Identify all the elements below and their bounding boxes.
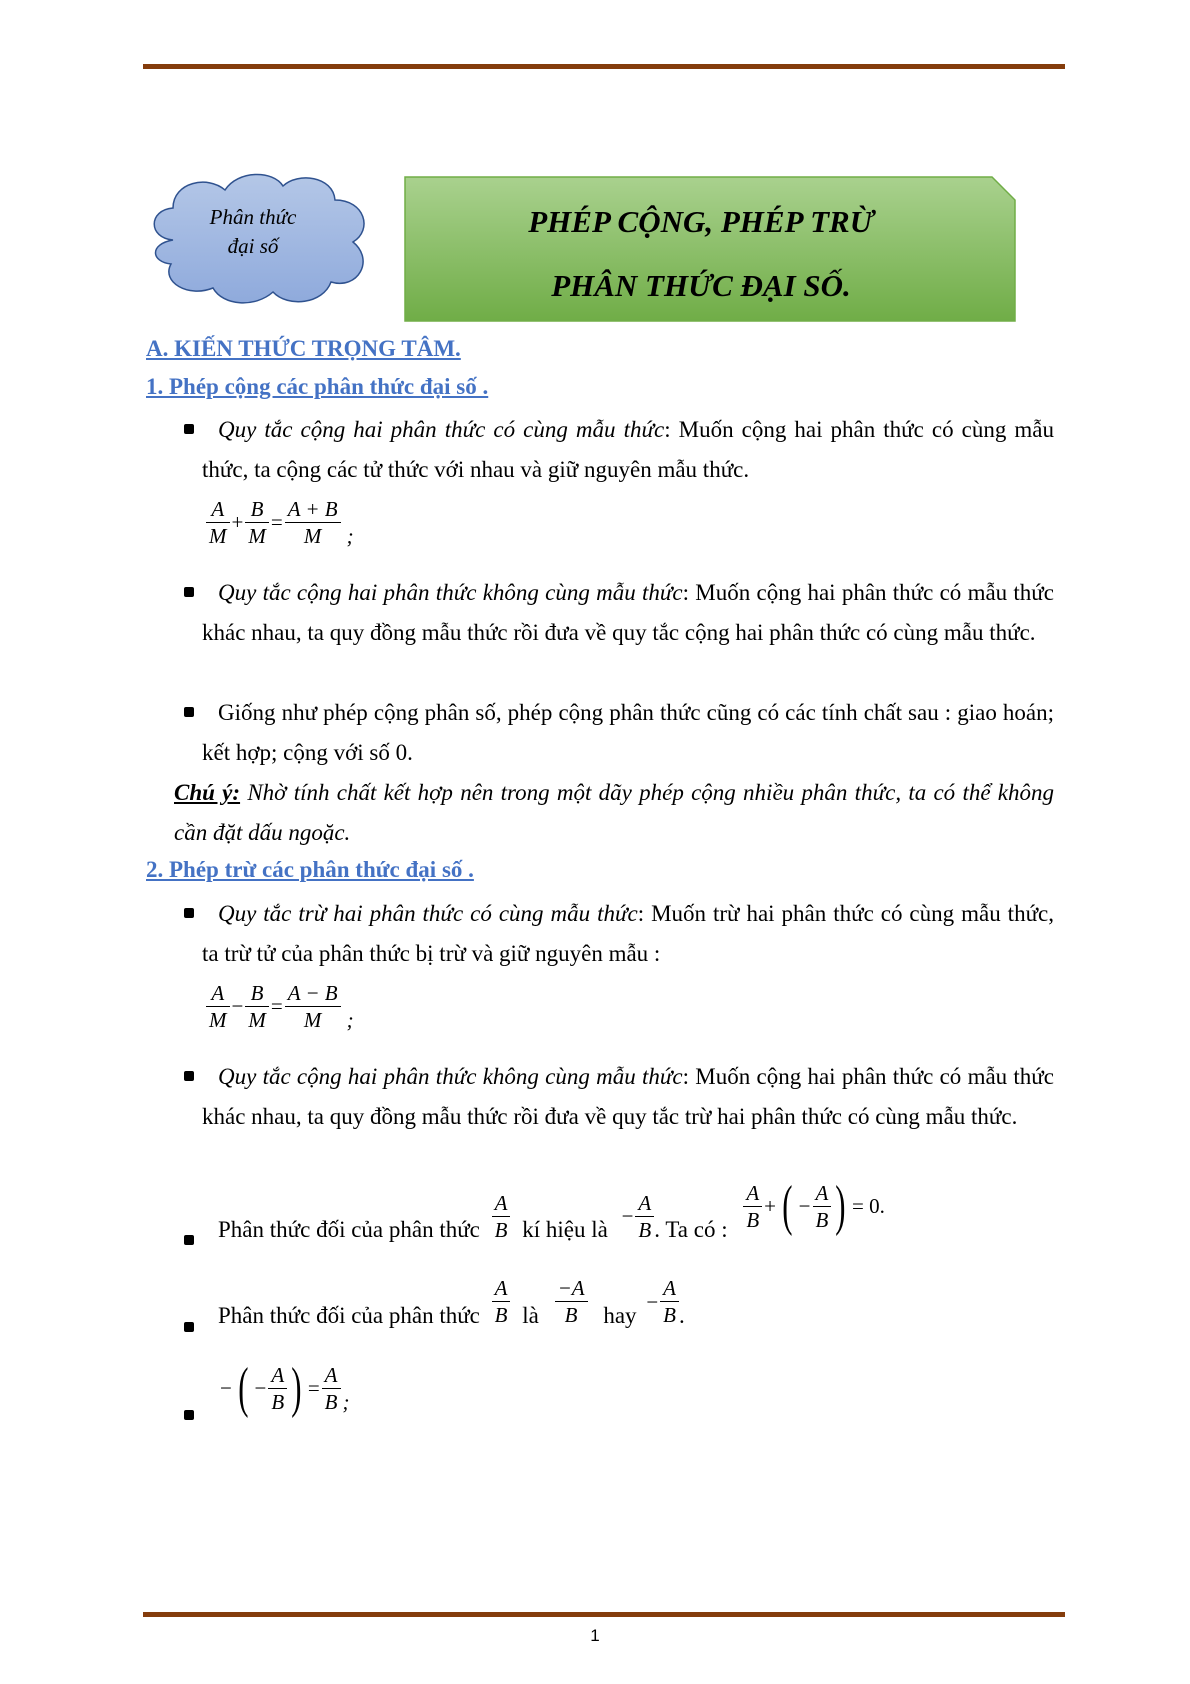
- fraction: $\frac{A}{B}$: [322, 1362, 341, 1415]
- bullet: [184, 707, 194, 717]
- rule-title: Quy tắc cộng hai phân thức không cùng mẫu thức: [218, 1064, 683, 1089]
- title-banner-text: [404, 190, 998, 318]
- rule-body: : Muốn cộng hai phân thức có cùng mẫu thức, ta cộng các tử thức với nhau và giữ nguyên mẫu thức.: [202, 417, 1054, 482]
- formula-add-same: $\frac{A}{M}$ + $\frac{B}{M}$ = $\frac{A + B}{M}$ ;: [206, 496, 356, 549]
- fraction: $\frac{A}{B}$: [743, 1180, 762, 1233]
- part1-rule1: [202, 410, 1054, 490]
- bullet: [184, 1322, 194, 1332]
- opposite-fraction-2: Phân thức đối của phân thức $\frac{A}{B}$ là $\frac{-A}{B}$ hay − $\frac{A}{B}$ .: [218, 1276, 685, 1328]
- fraction: $\frac{A}{B}$: [268, 1362, 287, 1415]
- header-rule: [143, 64, 1065, 69]
- fraction: $\frac{A}{B}$: [813, 1180, 832, 1233]
- rule-body: : Muốn trừ hai phân thức có cùng mẫu thức, ta trừ tử của phân thức bị trừ và giữ nguyên mẫu :: [202, 901, 1054, 966]
- bullet: [184, 1071, 194, 1081]
- note: [174, 773, 1054, 853]
- rule-title: Quy tắc trừ hai phân thức có cùng mẫu thức: [218, 901, 638, 926]
- badge-line2: đại số: [227, 234, 279, 258]
- bullet: [184, 1410, 194, 1420]
- badge-line1: Phân thức: [209, 205, 297, 229]
- part2-rule1: [202, 894, 1054, 974]
- fraction: $\frac{A}{M}$: [206, 496, 230, 549]
- part1-rule3: Giống như phép cộng phân số, phép cộng phân thức cũng có các tính chất sau : giao hoán; kết hợp; cộng với số 0.: [202, 700, 1054, 765]
- fraction: $\frac{A}{B}$: [492, 1275, 511, 1328]
- bullet: [184, 908, 194, 918]
- note-body: Nhờ tính chất kết hợp nên trong một dãy phép cộng nhiều phân thức, ta có thể không cần đặt dấu ngoặc.: [174, 780, 1055, 845]
- formula-sub-same: $\frac{A}{M}$ − $\frac{B}{M}$ = $\frac{A - B}{M}$ ;: [206, 980, 356, 1033]
- fraction: $\frac{A}{M}$: [206, 980, 230, 1033]
- fraction: $\frac{A}{B}$: [492, 1190, 511, 1243]
- bullet: [184, 587, 194, 597]
- rule-title: Quy tắc cộng hai phân thức không cùng mẫu thức: [218, 580, 683, 605]
- formula-double-negation: − ( − $\frac{A}{B}$ ) = $\frac{A}{B}$ ;: [220, 1357, 350, 1419]
- part1-rule2: [202, 573, 1054, 653]
- banner-line1: PHÉP CỘNG, PHÉP TRỪ: [528, 204, 874, 239]
- bullet: [184, 424, 194, 434]
- part2-rule2: [202, 1057, 1054, 1137]
- formula-opposite-sum: $\frac{A}{B}$ + ( − $\frac{A}{B}$ ) = 0.: [743, 1178, 887, 1234]
- opposite-fraction-1: Phân thức đối của phân thức $\frac{A}{B}$ kí hiệu là − $\frac{A}{B}$ . Ta có : $\frac{A}{B}$ + ( − $\frac{A}{B}$ ) = 0.: [218, 1175, 885, 1242]
- fraction: $\frac{A - B}{M}$: [285, 980, 341, 1033]
- rule-body: : Muốn cộng hai phân thức có mẫu thức khác nhau, ta quy đồng mẫu thức rồi đưa về quy tắc trừ hai phân thức có cùng mẫu thức.: [202, 1064, 1054, 1129]
- rule-body: : Muốn cộng hai phân thức có mẫu thức khác nhau, ta quy đồng mẫu thức rồi đưa về quy tắc cộng hai phân thức có cùng mẫu thức.: [202, 580, 1054, 645]
- section-a-heading: A. KIẾN THỨC TRỌNG TÂM.: [146, 336, 461, 361]
- banner-line2: PHÂN THỨC ĐẠI SỐ.: [551, 268, 851, 303]
- fraction: $\frac{-A}{B}$: [555, 1275, 588, 1328]
- note-label: Chú ý:: [174, 780, 241, 805]
- fraction: $\frac{B}{M}$: [245, 496, 269, 549]
- part1-heading: 1. Phép cộng các phân thức đại số .: [146, 374, 489, 399]
- fraction: $\frac{A}{B}$: [660, 1275, 679, 1328]
- fraction: $\frac{A + B}{M}$: [285, 496, 341, 549]
- fraction: $\frac{B}{M}$: [245, 980, 269, 1033]
- footer-rule: [143, 1612, 1065, 1617]
- part2-heading: 2. Phép trừ các phân thức đại số .: [146, 857, 474, 882]
- rule-title: Quy tắc cộng hai phân thức có cùng mẫu thức: [218, 417, 665, 442]
- page-number: 1: [590, 1626, 600, 1645]
- fraction: $\frac{A}{B}$: [635, 1190, 654, 1243]
- cloud-badge-text: [143, 203, 363, 261]
- bullet: [184, 1235, 194, 1245]
